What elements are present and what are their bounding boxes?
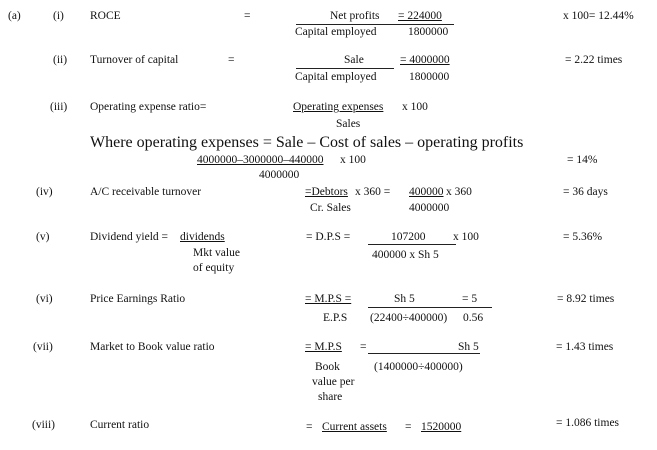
row-label: ROCE: [90, 10, 121, 22]
equals-sign: =: [405, 421, 412, 433]
numerator-tail: x 100: [402, 101, 428, 113]
where-statement: Where operating expenses = Sale – Cost of sales – operating profits: [90, 134, 524, 151]
formula-value: Sh 5: [394, 293, 415, 305]
formula-tail: x 360 =: [355, 186, 391, 198]
fraction-line: [368, 307, 492, 308]
numerator-text: Net profits: [330, 10, 380, 22]
fraction-line: [368, 353, 480, 354]
denominator-value: (22400÷400000): [370, 312, 448, 324]
denominator-value: 1800000: [409, 71, 450, 83]
row-number: (iii): [50, 101, 68, 113]
equals-sign: =: [360, 341, 367, 353]
calc-numerator-tail: x 100: [340, 154, 366, 166]
formula-value: 400000: [409, 186, 444, 198]
row-number: (v): [36, 231, 50, 243]
formula-mps: = M.P.S =: [305, 293, 352, 305]
row-result: = 8.92 times: [557, 293, 615, 305]
row-result: x 100= 12.44%: [563, 10, 634, 22]
equals-sign: =: [244, 10, 251, 22]
label-sub-1: Mkt value: [193, 247, 240, 259]
denominator-text: Sales: [336, 118, 361, 130]
denominator-text: Capital employed: [295, 26, 377, 38]
row-number: (vii): [33, 341, 53, 353]
formula-mps: = M.P.S: [305, 341, 342, 353]
formula-value: 1520000: [421, 421, 462, 433]
denominator-text: Cr. Sales: [310, 202, 351, 214]
row-label: Price Earnings Ratio: [90, 293, 186, 305]
row-label: Turnover of capital: [90, 54, 179, 66]
row-number: (iv): [36, 186, 53, 198]
calc-numerator: 4000000–3000000–440000: [197, 154, 324, 166]
row-result: = 2.22 times: [565, 54, 623, 66]
denominator-value-per: value per: [312, 376, 355, 388]
row-result: = 36 days: [563, 186, 608, 198]
numerator-value: = 224000: [398, 10, 442, 22]
numerator-text: Sale: [344, 54, 364, 66]
row-label: Market to Book value ratio: [90, 341, 215, 353]
numerator-text: Operating expenses: [293, 101, 384, 113]
fraction-line: [296, 68, 394, 69]
row-number: (vi): [36, 293, 53, 305]
numerator-value: = 4000000: [400, 54, 450, 66]
equals-sign: =: [306, 421, 313, 433]
denominator-value: (1400000÷400000): [374, 361, 463, 373]
denominator-text: Capital employed: [295, 71, 377, 83]
fraction-line: [368, 244, 456, 245]
row-label: Operating expense ratio=: [90, 101, 207, 113]
formula-result-value: = 5: [462, 293, 478, 305]
denominator-text: 400000 x Sh 5: [372, 249, 439, 261]
formula-current-assets: Current assets: [322, 421, 387, 433]
equals-sign: =: [228, 54, 235, 66]
formula-value-tail: x 360: [446, 186, 472, 198]
denominator-result: 0.56: [463, 312, 484, 324]
formula-value: 107200: [391, 231, 426, 243]
row-number: (viii): [32, 419, 55, 431]
row-label: A/C receivable turnover: [90, 186, 202, 198]
formula-debtors: =Debtors: [305, 186, 348, 198]
calc-denominator: 4000000: [259, 169, 300, 181]
row-label: Current ratio: [90, 419, 150, 431]
row-result: = 5.36%: [563, 231, 603, 243]
denominator-value: 4000000: [409, 202, 450, 214]
label-dividends: dividends: [180, 231, 225, 243]
row-result: = 1.43 times: [556, 341, 614, 353]
part-label: (a): [8, 10, 21, 22]
row-result: = 1.086 times: [556, 417, 620, 429]
formula-value: Sh 5: [458, 341, 479, 353]
denominator-eps: E.P.S: [323, 312, 348, 324]
row-label: Dividend yield =: [90, 231, 169, 243]
denominator-book: Book: [315, 361, 340, 373]
row-number: (i): [53, 10, 64, 22]
formula-tail: x 100: [453, 231, 479, 243]
label-sub-2: of equity: [193, 262, 235, 274]
denominator-share: share: [318, 391, 343, 403]
denominator-value: 1800000: [408, 26, 449, 38]
formula-dps: = D.P.S =: [306, 231, 351, 243]
row-number: (ii): [53, 54, 68, 66]
row-result: = 14%: [567, 154, 598, 166]
